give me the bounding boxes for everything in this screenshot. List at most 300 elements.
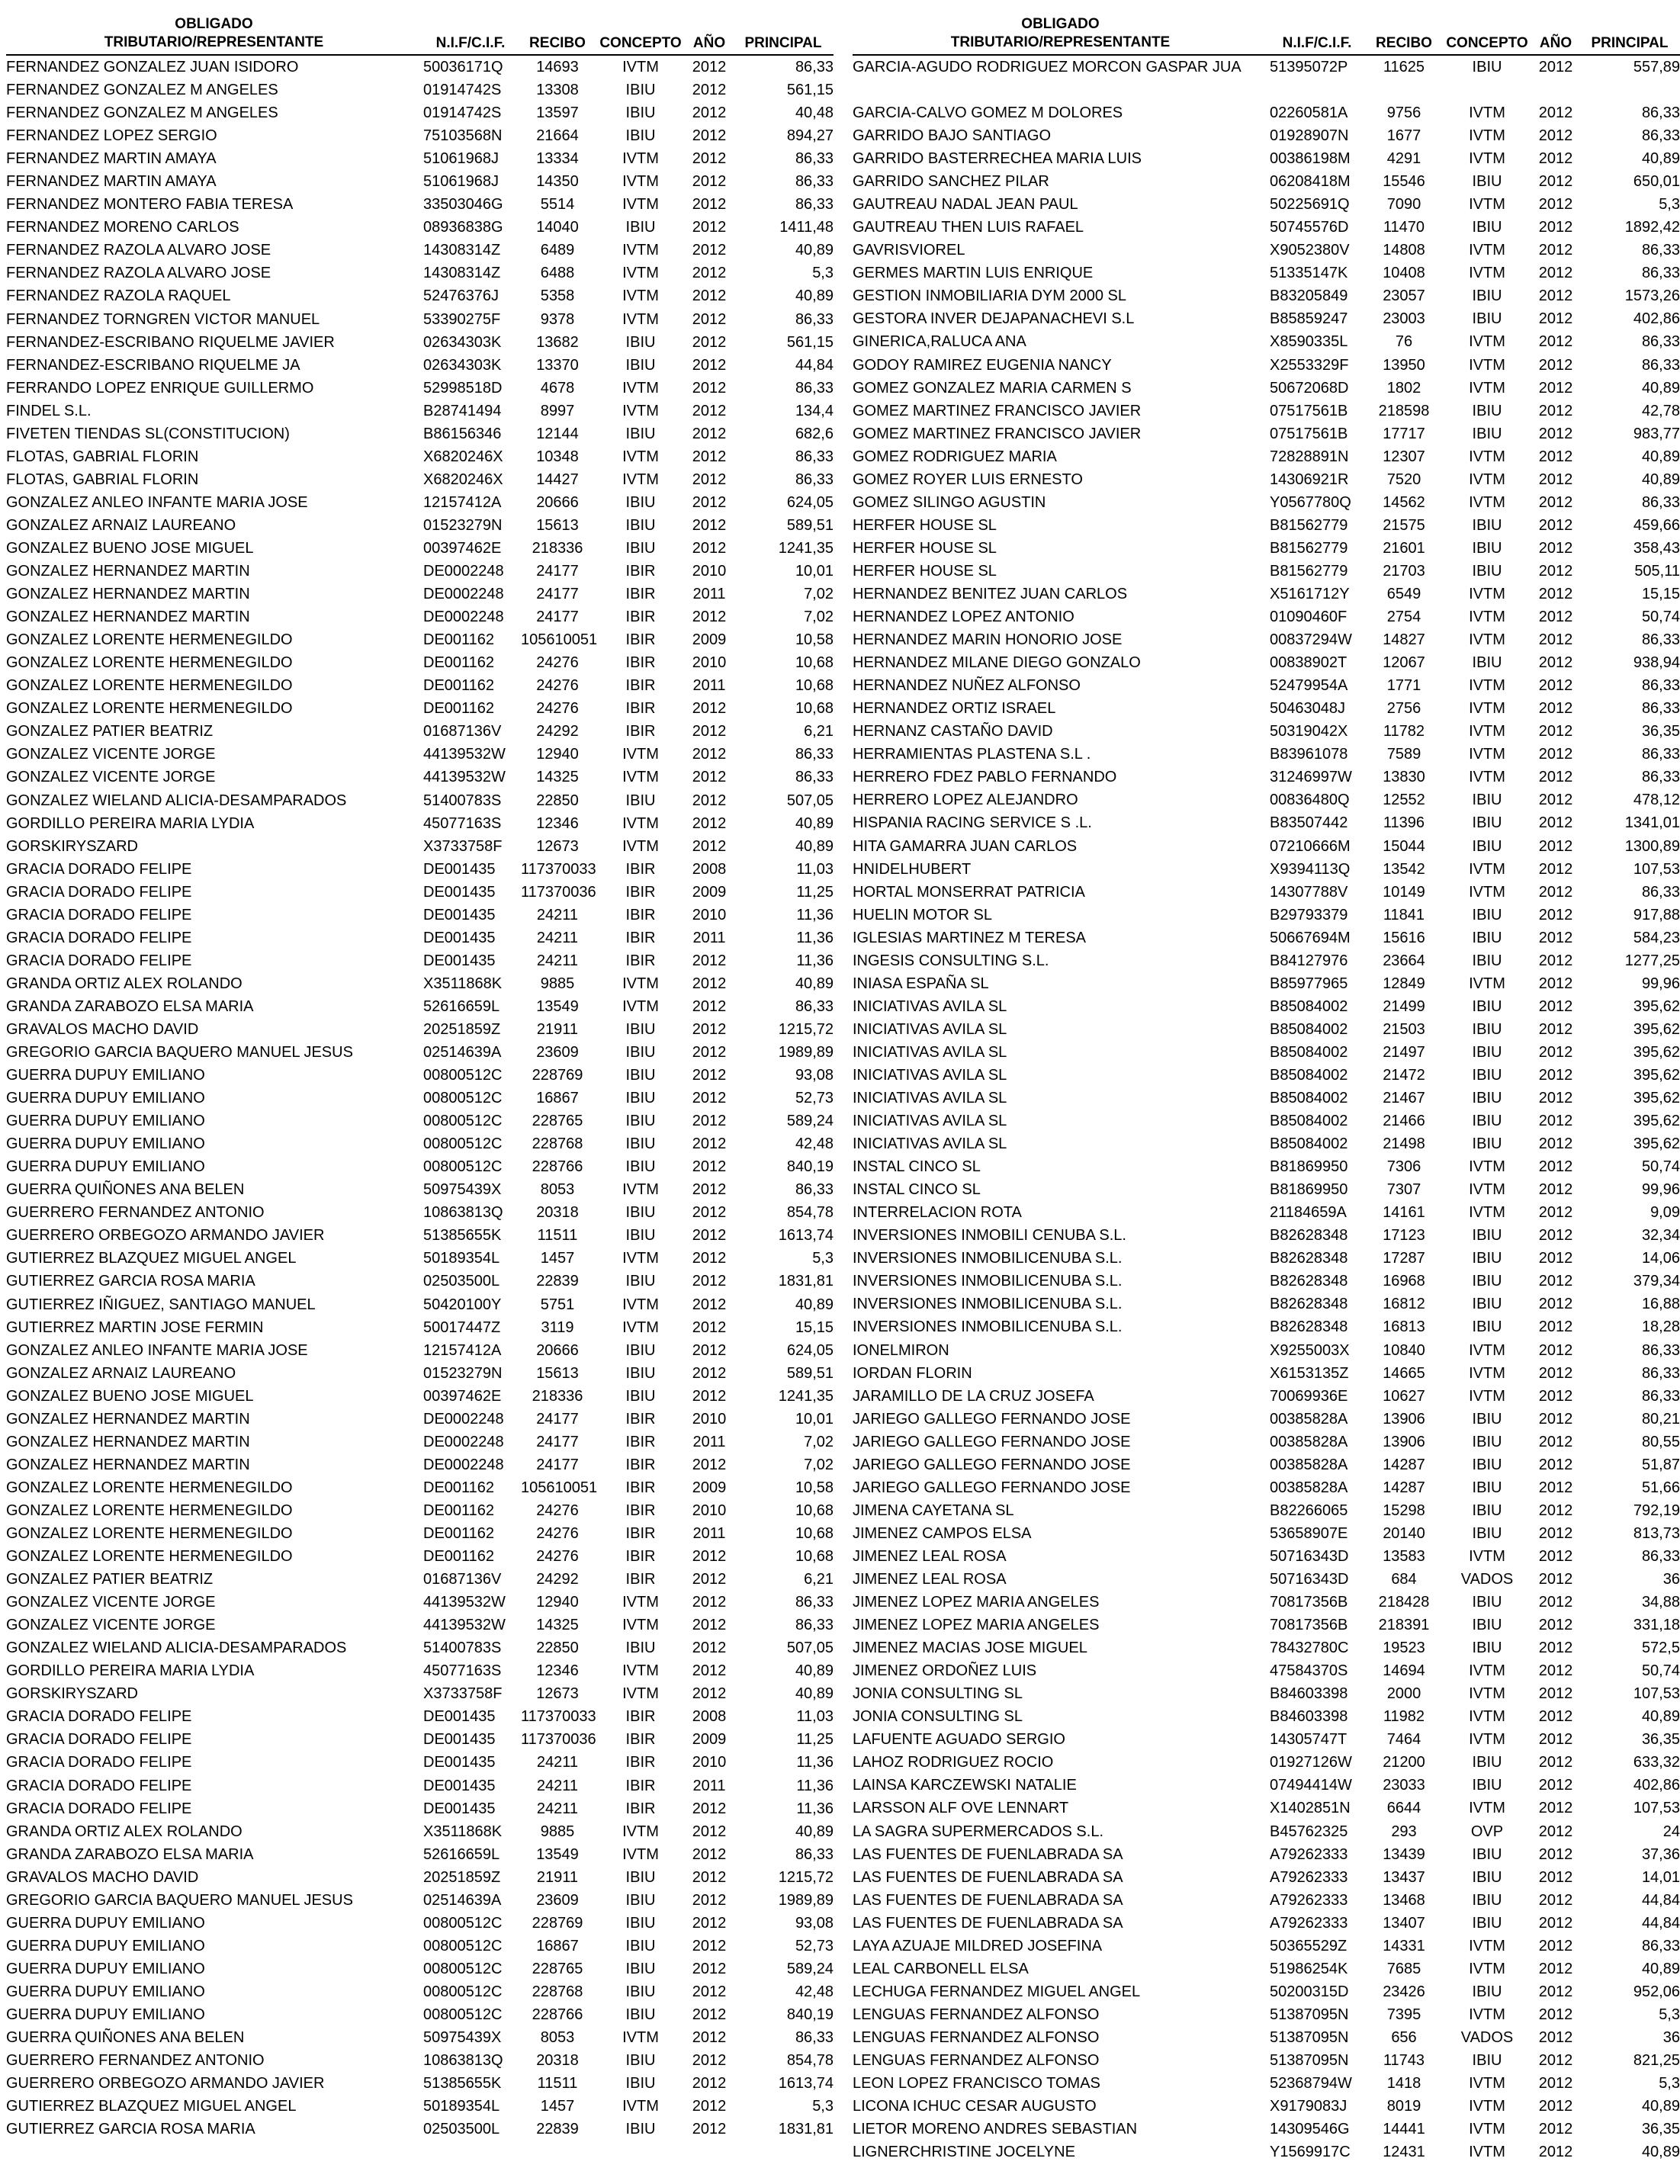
anio-cell: 2012 bbox=[692, 1364, 727, 1382]
obligado-cell: GARCIA-AGUDO RODRIGUEZ MORCON GASPAR JUA bbox=[853, 59, 1242, 75]
concepto-cell: IVTM bbox=[1469, 746, 1505, 763]
table-row bbox=[853, 697, 1680, 720]
table-row bbox=[853, 881, 1680, 904]
anio-cell: 2012 bbox=[1538, 493, 1573, 511]
concepto-cell: IBIU bbox=[625, 1204, 656, 1222]
anio-cell: 2012 bbox=[1538, 219, 1573, 236]
recibo-cell: 21911 bbox=[536, 1020, 579, 1038]
obligado-cell: GRACIA DORADO FELIPE bbox=[6, 906, 192, 923]
table-row bbox=[6, 262, 834, 284]
table-row bbox=[853, 1728, 1680, 1751]
anio-cell: 2012 bbox=[1538, 1524, 1573, 1542]
nif-cell: X6820246X bbox=[423, 471, 503, 488]
concepto-cell: IVTM bbox=[1469, 700, 1505, 718]
header-anio: AÑO bbox=[1532, 15, 1579, 55]
table-row bbox=[6, 927, 834, 949]
principal-cell: 11,36 bbox=[796, 906, 834, 923]
obligado-cell: GRANDA ORTIZ ALEX ROLANDO bbox=[6, 975, 243, 992]
nif-cell: B82266065 bbox=[1270, 1502, 1348, 1519]
nif-cell: B85084002 bbox=[1270, 1113, 1348, 1130]
anio-cell: 2010 bbox=[692, 906, 727, 923]
nif-cell: B83507442 bbox=[1270, 814, 1348, 832]
concepto-cell: IBIR bbox=[625, 723, 656, 740]
recibo-cell: 14287 bbox=[1383, 1456, 1425, 1473]
obligado-cell: INVERSIONES INMOBILI CENUBA S.L. bbox=[853, 1227, 1126, 1245]
principal-cell: 44,84 bbox=[1641, 1891, 1680, 1909]
table-row bbox=[853, 788, 1680, 811]
header-obligado-bottom: TRIBUTARIO/REPRESENTANTE bbox=[950, 34, 1171, 50]
table-row bbox=[6, 2118, 834, 2141]
nif-cell: 00800512C bbox=[423, 1158, 503, 1176]
recibo-cell: 5514 bbox=[540, 196, 575, 214]
recibo-cell: 10149 bbox=[1383, 883, 1425, 901]
obligado-cell: GONZALEZ ARNAIZ LAUREANO bbox=[6, 1364, 236, 1382]
recibo-cell: 12346 bbox=[536, 814, 579, 832]
principal-cell: 40,89 bbox=[1641, 471, 1680, 488]
table-row bbox=[853, 949, 1680, 972]
anio-cell: 2012 bbox=[1538, 1410, 1573, 1428]
table-row bbox=[853, 2072, 1680, 2095]
anio-cell: 2012 bbox=[692, 1640, 727, 1657]
concepto-cell: IVTM bbox=[622, 1662, 659, 1680]
table-row bbox=[6, 1362, 834, 1385]
obligado-cell: LAS FUENTES DE FUENLABRADA SA bbox=[853, 1868, 1123, 1886]
principal-cell: 395,62 bbox=[1633, 1135, 1680, 1153]
obligado-cell: GRACIA DORADO FELIPE bbox=[6, 883, 192, 901]
anio-cell: 2012 bbox=[1538, 2006, 1573, 2023]
principal-cell: 86,33 bbox=[795, 1181, 834, 1199]
obligado-cell: GONZALEZ HERNANDEZ MARTIN bbox=[6, 1433, 250, 1450]
principal-cell: 80,55 bbox=[1641, 1433, 1680, 1450]
concepto-cell: IBIU bbox=[1472, 929, 1502, 946]
recibo-cell: 6549 bbox=[1386, 585, 1421, 602]
nif-cell: 50200315D bbox=[1270, 1983, 1349, 2000]
table-row bbox=[6, 1545, 834, 1568]
principal-cell: 10,68 bbox=[795, 1502, 834, 1519]
principal-cell: 36 bbox=[1662, 1571, 1680, 1588]
table-row bbox=[6, 720, 834, 743]
concepto-cell: IVTM bbox=[1469, 677, 1505, 695]
obligado-cell: HERFER HOUSE SL bbox=[853, 562, 997, 580]
anio-cell: 2012 bbox=[692, 1617, 727, 1634]
recibo-cell: 9885 bbox=[540, 975, 575, 992]
right-header-row bbox=[853, 15, 1680, 55]
recibo-cell: 23426 bbox=[1383, 1983, 1425, 2000]
concepto-cell: IVTM bbox=[1469, 1960, 1505, 1977]
table-row bbox=[6, 835, 834, 858]
nif-cell: 31246997W bbox=[1270, 769, 1352, 786]
concepto-cell: IBIR bbox=[625, 654, 656, 672]
table-row bbox=[6, 1935, 834, 1958]
obligado-cell: GOMEZ RODRIGUEZ MARIA bbox=[853, 448, 1057, 465]
recibo-cell: 14827 bbox=[1383, 631, 1425, 649]
obligado-cell: JARIEGO GALLEGO FERNANDO JOSE bbox=[853, 1433, 1131, 1450]
obligado-cell: LAFUENTE AGUADO SERGIO bbox=[853, 1731, 1065, 1749]
obligado-cell: INTERRELACION ROTA bbox=[853, 1204, 1022, 1222]
nif-cell: 78432780C bbox=[1270, 1640, 1349, 1657]
concepto-cell: IBIR bbox=[625, 860, 656, 878]
obligado-cell: JIMENEZ LOPEZ MARIA ANGELES bbox=[853, 1617, 1100, 1634]
principal-cell: 1613,74 bbox=[778, 2075, 834, 2092]
obligado-cell: INICIATIVAS AVILA SL bbox=[853, 1020, 1007, 1038]
obligado-cell: GUERRA DUPUY EMILIANO bbox=[6, 1983, 205, 2000]
obligado-cell: GORSKIRYSZARD bbox=[6, 1685, 138, 1703]
principal-cell: 40,89 bbox=[795, 287, 834, 305]
table-row bbox=[853, 1339, 1680, 1362]
principal-cell: 11,25 bbox=[796, 883, 834, 901]
recibo-cell: 218428 bbox=[1378, 1594, 1430, 1611]
recibo-cell: 24276 bbox=[536, 700, 579, 718]
recibo-cell: 13370 bbox=[536, 356, 579, 374]
obligado-cell: GRACIA DORADO FELIPE bbox=[6, 1800, 192, 1817]
principal-cell: 840,19 bbox=[786, 2006, 834, 2023]
principal-cell: 584,23 bbox=[1633, 929, 1680, 946]
concepto-cell: IBIU bbox=[1472, 1914, 1502, 1932]
principal-cell: 10,01 bbox=[795, 563, 834, 580]
table-row bbox=[853, 1705, 1680, 1728]
header-obligado bbox=[6, 15, 422, 55]
principal-cell: 40,89 bbox=[795, 814, 834, 832]
obligado-cell: GUERRA DUPUY EMILIANO bbox=[6, 1135, 205, 1153]
obligado-cell: GUERRA DUPUY EMILIANO bbox=[6, 1937, 205, 1954]
principal-cell: 379,34 bbox=[1633, 1273, 1680, 1290]
anio-cell: 2012 bbox=[1538, 1662, 1573, 1680]
nif-cell: 50745576D bbox=[1270, 219, 1349, 236]
nif-cell: B82628348 bbox=[1270, 1318, 1348, 1336]
anio-cell: 2012 bbox=[1538, 1937, 1573, 1954]
table-row bbox=[6, 537, 834, 560]
recibo-cell: 23609 bbox=[536, 1891, 579, 1909]
anio-cell: 2012 bbox=[1538, 173, 1573, 191]
anio-cell: 2012 bbox=[692, 1044, 727, 1061]
recibo-cell: 21497 bbox=[1383, 1043, 1425, 1061]
anio-cell: 2012 bbox=[692, 402, 727, 419]
nif-cell: 51395072P bbox=[1270, 59, 1348, 75]
anio-cell: 2012 bbox=[692, 1204, 727, 1222]
recibo-cell: 22839 bbox=[536, 2121, 579, 2138]
obligado-cell: GREGORIO GARCIA BAQUERO MANUEL JESUS bbox=[6, 1044, 353, 1061]
obligado-cell: GRACIA DORADO FELIPE bbox=[6, 1731, 192, 1749]
concepto-cell: IVTM bbox=[622, 1845, 659, 1863]
obligado-cell: HUELIN MOTOR SL bbox=[853, 906, 992, 923]
obligado-cell: GRACIA DORADO FELIPE bbox=[6, 929, 192, 946]
obligado-cell: LECHUGA FERNANDEZ MIGUEL ANGEL bbox=[853, 1983, 1141, 2000]
anio-cell: 2012 bbox=[692, 746, 727, 763]
recibo-cell: 105610051 bbox=[521, 1479, 598, 1496]
anio-cell: 2012 bbox=[692, 997, 727, 1015]
table-row bbox=[6, 1705, 834, 1728]
principal-cell: 395,62 bbox=[1633, 997, 1680, 1015]
obligado-cell: INGESIS CONSULTING S.L. bbox=[853, 952, 1049, 969]
recibo-cell: 10408 bbox=[1383, 265, 1425, 282]
obligado-cell: GONZALEZ LORENTE HERMENEGILDO bbox=[6, 1502, 293, 1519]
nif-cell: 12157412A bbox=[423, 493, 502, 511]
principal-cell: 36 bbox=[1662, 2028, 1680, 2046]
principal-cell: 107,53 bbox=[1633, 1685, 1680, 1703]
table-row bbox=[853, 1110, 1680, 1132]
concepto-cell: IBIU bbox=[1472, 1020, 1502, 1038]
concepto-cell: IVTM bbox=[622, 975, 659, 992]
anio-cell: 2012 bbox=[1538, 952, 1573, 969]
obligado-cell: GONZALEZ HERNANDEZ MARTIN bbox=[6, 1456, 250, 1473]
nif-cell: 01928907N bbox=[1270, 127, 1349, 145]
table-row bbox=[6, 2003, 834, 2026]
principal-cell: 6,21 bbox=[804, 723, 834, 740]
concepto-cell: IVTM bbox=[622, 402, 659, 419]
concepto-cell: IBIU bbox=[1472, 425, 1502, 442]
concepto-cell: IBIU bbox=[625, 104, 656, 122]
anio-cell: 2012 bbox=[1538, 265, 1573, 282]
nif-cell: A79262333 bbox=[1270, 1891, 1348, 1909]
anio-cell: 2012 bbox=[1538, 1594, 1573, 1611]
anio-cell: 2012 bbox=[1538, 837, 1573, 855]
anio-cell: 2010 bbox=[692, 1754, 727, 1771]
table-row bbox=[6, 1728, 834, 1751]
recibo-cell: 656 bbox=[1391, 2028, 1417, 2046]
obligado-cell: FERNANDEZ LOPEZ SERGIO bbox=[6, 127, 217, 145]
obligado-cell: GUERRA DUPUY EMILIANO bbox=[6, 1113, 205, 1130]
anio-cell: 2012 bbox=[692, 952, 727, 969]
obligado-cell: JIMENEZ LEAL ROSA bbox=[853, 1547, 1007, 1565]
anio-cell: 2012 bbox=[692, 127, 727, 145]
recibo-cell: 21703 bbox=[1383, 562, 1425, 580]
anio-cell: 2012 bbox=[692, 82, 727, 99]
nif-cell: 52616659L bbox=[423, 1845, 500, 1863]
recibo-cell: 24177 bbox=[536, 586, 579, 603]
recibo-cell: 16867 bbox=[536, 1937, 579, 1954]
concepto-cell: IBIR bbox=[625, 631, 656, 649]
principal-cell: 1300,89 bbox=[1624, 837, 1680, 855]
obligado-cell: HORTAL MONSERRAT PATRICIA bbox=[853, 883, 1085, 901]
recibo-cell: 13439 bbox=[1383, 1845, 1425, 1863]
anio-cell: 2012 bbox=[692, 516, 727, 534]
nif-cell: 50036171Q bbox=[423, 59, 503, 75]
obligado-cell: GONZALEZ VICENTE JORGE bbox=[6, 1617, 216, 1634]
principal-cell: 813,73 bbox=[1633, 1524, 1680, 1542]
recibo-cell: 8053 bbox=[540, 2029, 575, 2047]
principal-cell: 7,02 bbox=[804, 1433, 834, 1450]
header-concepto: CONCEPTO bbox=[1442, 15, 1532, 55]
obligado-cell: GAUTREAU THEN LUIS RAFAEL bbox=[853, 219, 1084, 236]
concepto-cell: IVTM bbox=[622, 1250, 659, 1267]
anio-cell: 2012 bbox=[692, 448, 727, 465]
principal-cell: 40,89 bbox=[795, 837, 834, 855]
recibo-cell: 21503 bbox=[1383, 1020, 1425, 1038]
principal-cell: 86,33 bbox=[795, 1617, 834, 1634]
recibo-cell: 24211 bbox=[536, 929, 579, 946]
nif-cell: 51400783S bbox=[423, 792, 502, 809]
table-row bbox=[6, 743, 834, 766]
obligado-cell: HERFER HOUSE SL bbox=[853, 539, 997, 557]
obligado-cell: GONZALEZ BUENO JOSE MIGUEL bbox=[6, 1387, 254, 1405]
recibo-cell: 12940 bbox=[536, 1594, 579, 1611]
principal-cell: 5,3 bbox=[812, 265, 834, 282]
obligado-cell: HERNANDEZ BENITEZ JUAN CARLOS bbox=[853, 585, 1128, 602]
nif-cell: 02634303K bbox=[423, 356, 502, 374]
obligado-cell: JIMENA CAYETANA SL bbox=[853, 1502, 1014, 1519]
anio-cell: 2012 bbox=[1538, 356, 1573, 374]
concepto-cell: IBIR bbox=[625, 1410, 656, 1428]
nif-cell: DE001435 bbox=[423, 1800, 496, 1817]
concepto-cell: IBIR bbox=[625, 1525, 656, 1542]
concepto-cell: IBIR bbox=[625, 563, 656, 580]
obligado-cell: INICIATIVAS AVILA SL bbox=[853, 1090, 1007, 1107]
concepto-cell: IVTM bbox=[1469, 585, 1505, 602]
principal-cell: 1277,25 bbox=[1624, 952, 1680, 969]
recibo-cell: 8019 bbox=[1386, 2098, 1421, 2115]
recibo-cell: 24177 bbox=[536, 609, 579, 626]
obligado-cell: INIASA ESPAÑA SL bbox=[853, 975, 989, 992]
obligado-cell: LEAL CARBONELL ELSA bbox=[853, 1960, 1029, 1977]
principal-cell: 840,19 bbox=[786, 1158, 834, 1176]
table-row bbox=[6, 881, 834, 904]
table-row bbox=[6, 1385, 834, 1408]
table-row bbox=[6, 1293, 834, 1316]
recibo-cell: 24292 bbox=[536, 1571, 579, 1588]
concepto-cell: IBIU bbox=[1472, 173, 1502, 191]
recibo-cell: 21498 bbox=[1383, 1135, 1425, 1153]
table-row bbox=[853, 1935, 1680, 1958]
recibo-cell: 12552 bbox=[1383, 792, 1425, 809]
concepto-cell: IBIU bbox=[625, 1387, 656, 1405]
nif-cell: 51061968J bbox=[423, 150, 499, 168]
nif-cell: 00800512C bbox=[423, 1960, 503, 1977]
principal-cell: 589,51 bbox=[786, 1364, 834, 1382]
principal-cell: 86,33 bbox=[795, 379, 834, 397]
anio-cell: 2012 bbox=[1538, 1960, 1573, 1977]
anio-cell: 2012 bbox=[692, 1960, 727, 1977]
concepto-cell: IVTM bbox=[1469, 196, 1505, 214]
obligado-cell: HERNANZ CASTAÑO DAVID bbox=[853, 723, 1053, 740]
table-row bbox=[853, 1636, 1680, 1659]
principal-cell: 99,96 bbox=[1641, 1181, 1680, 1199]
table-row bbox=[853, 468, 1680, 491]
concepto-cell: IBIU bbox=[625, 82, 656, 99]
table-row bbox=[6, 101, 834, 124]
concepto-cell: IBIR bbox=[625, 1502, 656, 1519]
obligado-cell: JIMENEZ CAMPOS ELSA bbox=[853, 1524, 1032, 1542]
principal-cell: 40,89 bbox=[1641, 2098, 1680, 2115]
nif-cell: B29793379 bbox=[1270, 906, 1348, 923]
nif-cell: 50365529Z bbox=[1270, 1937, 1348, 1954]
obligado-cell: FINDEL S.L. bbox=[6, 402, 92, 419]
nif-cell: 07517561B bbox=[1270, 425, 1348, 442]
concepto-cell: IVTM bbox=[622, 1296, 659, 1313]
concepto-cell: IBIU bbox=[1472, 516, 1502, 534]
recibo-cell: 12940 bbox=[536, 746, 579, 763]
principal-cell: 86,33 bbox=[795, 1845, 834, 1863]
nif-cell: B81562779 bbox=[1270, 539, 1348, 557]
anio-cell: 2012 bbox=[692, 2098, 727, 2115]
anio-cell: 2012 bbox=[1538, 471, 1573, 488]
obligado-cell: HERRAMIENTAS PLASTENA S.L . bbox=[853, 746, 1091, 763]
concepto-cell: IVTM bbox=[622, 2029, 659, 2047]
nif-cell: 44139532W bbox=[423, 1617, 506, 1634]
obligado-cell: GRACIA DORADO FELIPE bbox=[6, 1754, 192, 1771]
nif-cell: 01523279N bbox=[423, 516, 503, 534]
recibo-cell: 12673 bbox=[536, 837, 579, 855]
principal-cell: 5,3 bbox=[1659, 2075, 1680, 2092]
obligado-cell: HERFER HOUSE SL bbox=[853, 516, 997, 534]
recibo-cell: 21200 bbox=[1383, 1754, 1425, 1771]
principal-cell: 14,01 bbox=[1641, 1868, 1680, 1886]
table-row bbox=[6, 628, 834, 651]
table-row bbox=[853, 651, 1680, 674]
nif-cell: X3511868K bbox=[423, 975, 503, 992]
concepto-cell: IVTM bbox=[622, 837, 659, 855]
obligado-cell: GRAVALOS MACHO DAVID bbox=[6, 1020, 199, 1038]
obligado-cell: FERNANDEZ RAZOLA ALVARO JOSE bbox=[6, 265, 271, 282]
obligado-cell: LICONA ICHUC CESAR AUGUSTO bbox=[853, 2098, 1097, 2115]
nif-cell: 00837294W bbox=[1270, 631, 1352, 649]
anio-cell: 2012 bbox=[1538, 1777, 1573, 1794]
table-row bbox=[853, 583, 1680, 605]
nif-cell: 20251859Z bbox=[423, 1868, 501, 1886]
concepto-cell: IBIU bbox=[1472, 59, 1502, 75]
header-obligado-top: OBLIGADO bbox=[1021, 16, 1100, 32]
principal-cell: 11,36 bbox=[796, 929, 834, 946]
header-principal: PRINCIPAL bbox=[1579, 15, 1680, 55]
anio-cell: 2012 bbox=[1538, 700, 1573, 718]
recibo-cell: 6644 bbox=[1386, 1800, 1421, 1817]
concepto-cell: IBIU bbox=[1472, 1777, 1502, 1794]
anio-cell: 2012 bbox=[692, 609, 727, 626]
obligado-cell: GONZALEZ WIELAND ALICIA-DESAMPARADOS bbox=[6, 1640, 347, 1657]
obligado-cell: GORDILLO PEREIRA MARIA LYDIA bbox=[6, 814, 255, 832]
anio-cell: 2012 bbox=[1538, 1181, 1573, 1199]
anio-cell: 2012 bbox=[1538, 1318, 1573, 1336]
recibo-cell: 11982 bbox=[1383, 1708, 1425, 1726]
table-row bbox=[853, 124, 1680, 147]
obligado-cell: JARIEGO GALLEGO FERNANDO JOSE bbox=[853, 1410, 1131, 1428]
principal-cell: 86,33 bbox=[1641, 677, 1680, 695]
nif-cell: Y1569917C bbox=[1270, 2144, 1351, 2161]
recibo-cell: 13950 bbox=[1383, 356, 1425, 374]
anio-cell: 2012 bbox=[1538, 906, 1573, 923]
principal-cell: 51,87 bbox=[1641, 1456, 1680, 1473]
concepto-cell: IBIU bbox=[625, 425, 656, 442]
obligado-cell: GOMEZ SILINGO AGUSTIN bbox=[853, 493, 1046, 511]
nif-cell: 50672068D bbox=[1270, 379, 1349, 397]
nif-cell: 02514639A bbox=[423, 1044, 502, 1061]
anio-cell: 2012 bbox=[1538, 631, 1573, 649]
anio-cell: 2012 bbox=[692, 1181, 727, 1199]
concepto-cell: IVTM bbox=[622, 746, 659, 763]
anio-cell: 2012 bbox=[692, 1937, 727, 1954]
principal-cell: 917,88 bbox=[1633, 906, 1680, 923]
table-row bbox=[853, 1385, 1680, 1408]
table-row bbox=[6, 1155, 834, 1178]
table-row bbox=[6, 1522, 834, 1545]
table-row bbox=[6, 1751, 834, 1774]
nif-cell: 51387095N bbox=[1270, 2051, 1349, 2069]
recibo-cell: 11625 bbox=[1383, 59, 1425, 75]
recibo-cell: 16813 bbox=[1383, 1318, 1425, 1336]
nif-cell: B85084002 bbox=[1270, 1020, 1348, 1038]
recibo-cell: 13549 bbox=[536, 997, 579, 1015]
table-row bbox=[853, 1958, 1680, 1980]
recibo-cell: 12346 bbox=[536, 1662, 579, 1680]
table-row bbox=[6, 1568, 834, 1591]
principal-cell: 42,78 bbox=[1641, 402, 1680, 419]
table-row bbox=[853, 628, 1680, 651]
anio-cell: 2012 bbox=[1538, 723, 1573, 740]
recibo-cell: 12307 bbox=[1383, 448, 1425, 465]
anio-cell: 2012 bbox=[1538, 860, 1573, 878]
anio-cell: 2008 bbox=[692, 1708, 727, 1726]
recibo-cell: 20318 bbox=[536, 1204, 579, 1222]
obligado-cell: GINERICA,RALUCA ANA bbox=[853, 333, 1026, 351]
